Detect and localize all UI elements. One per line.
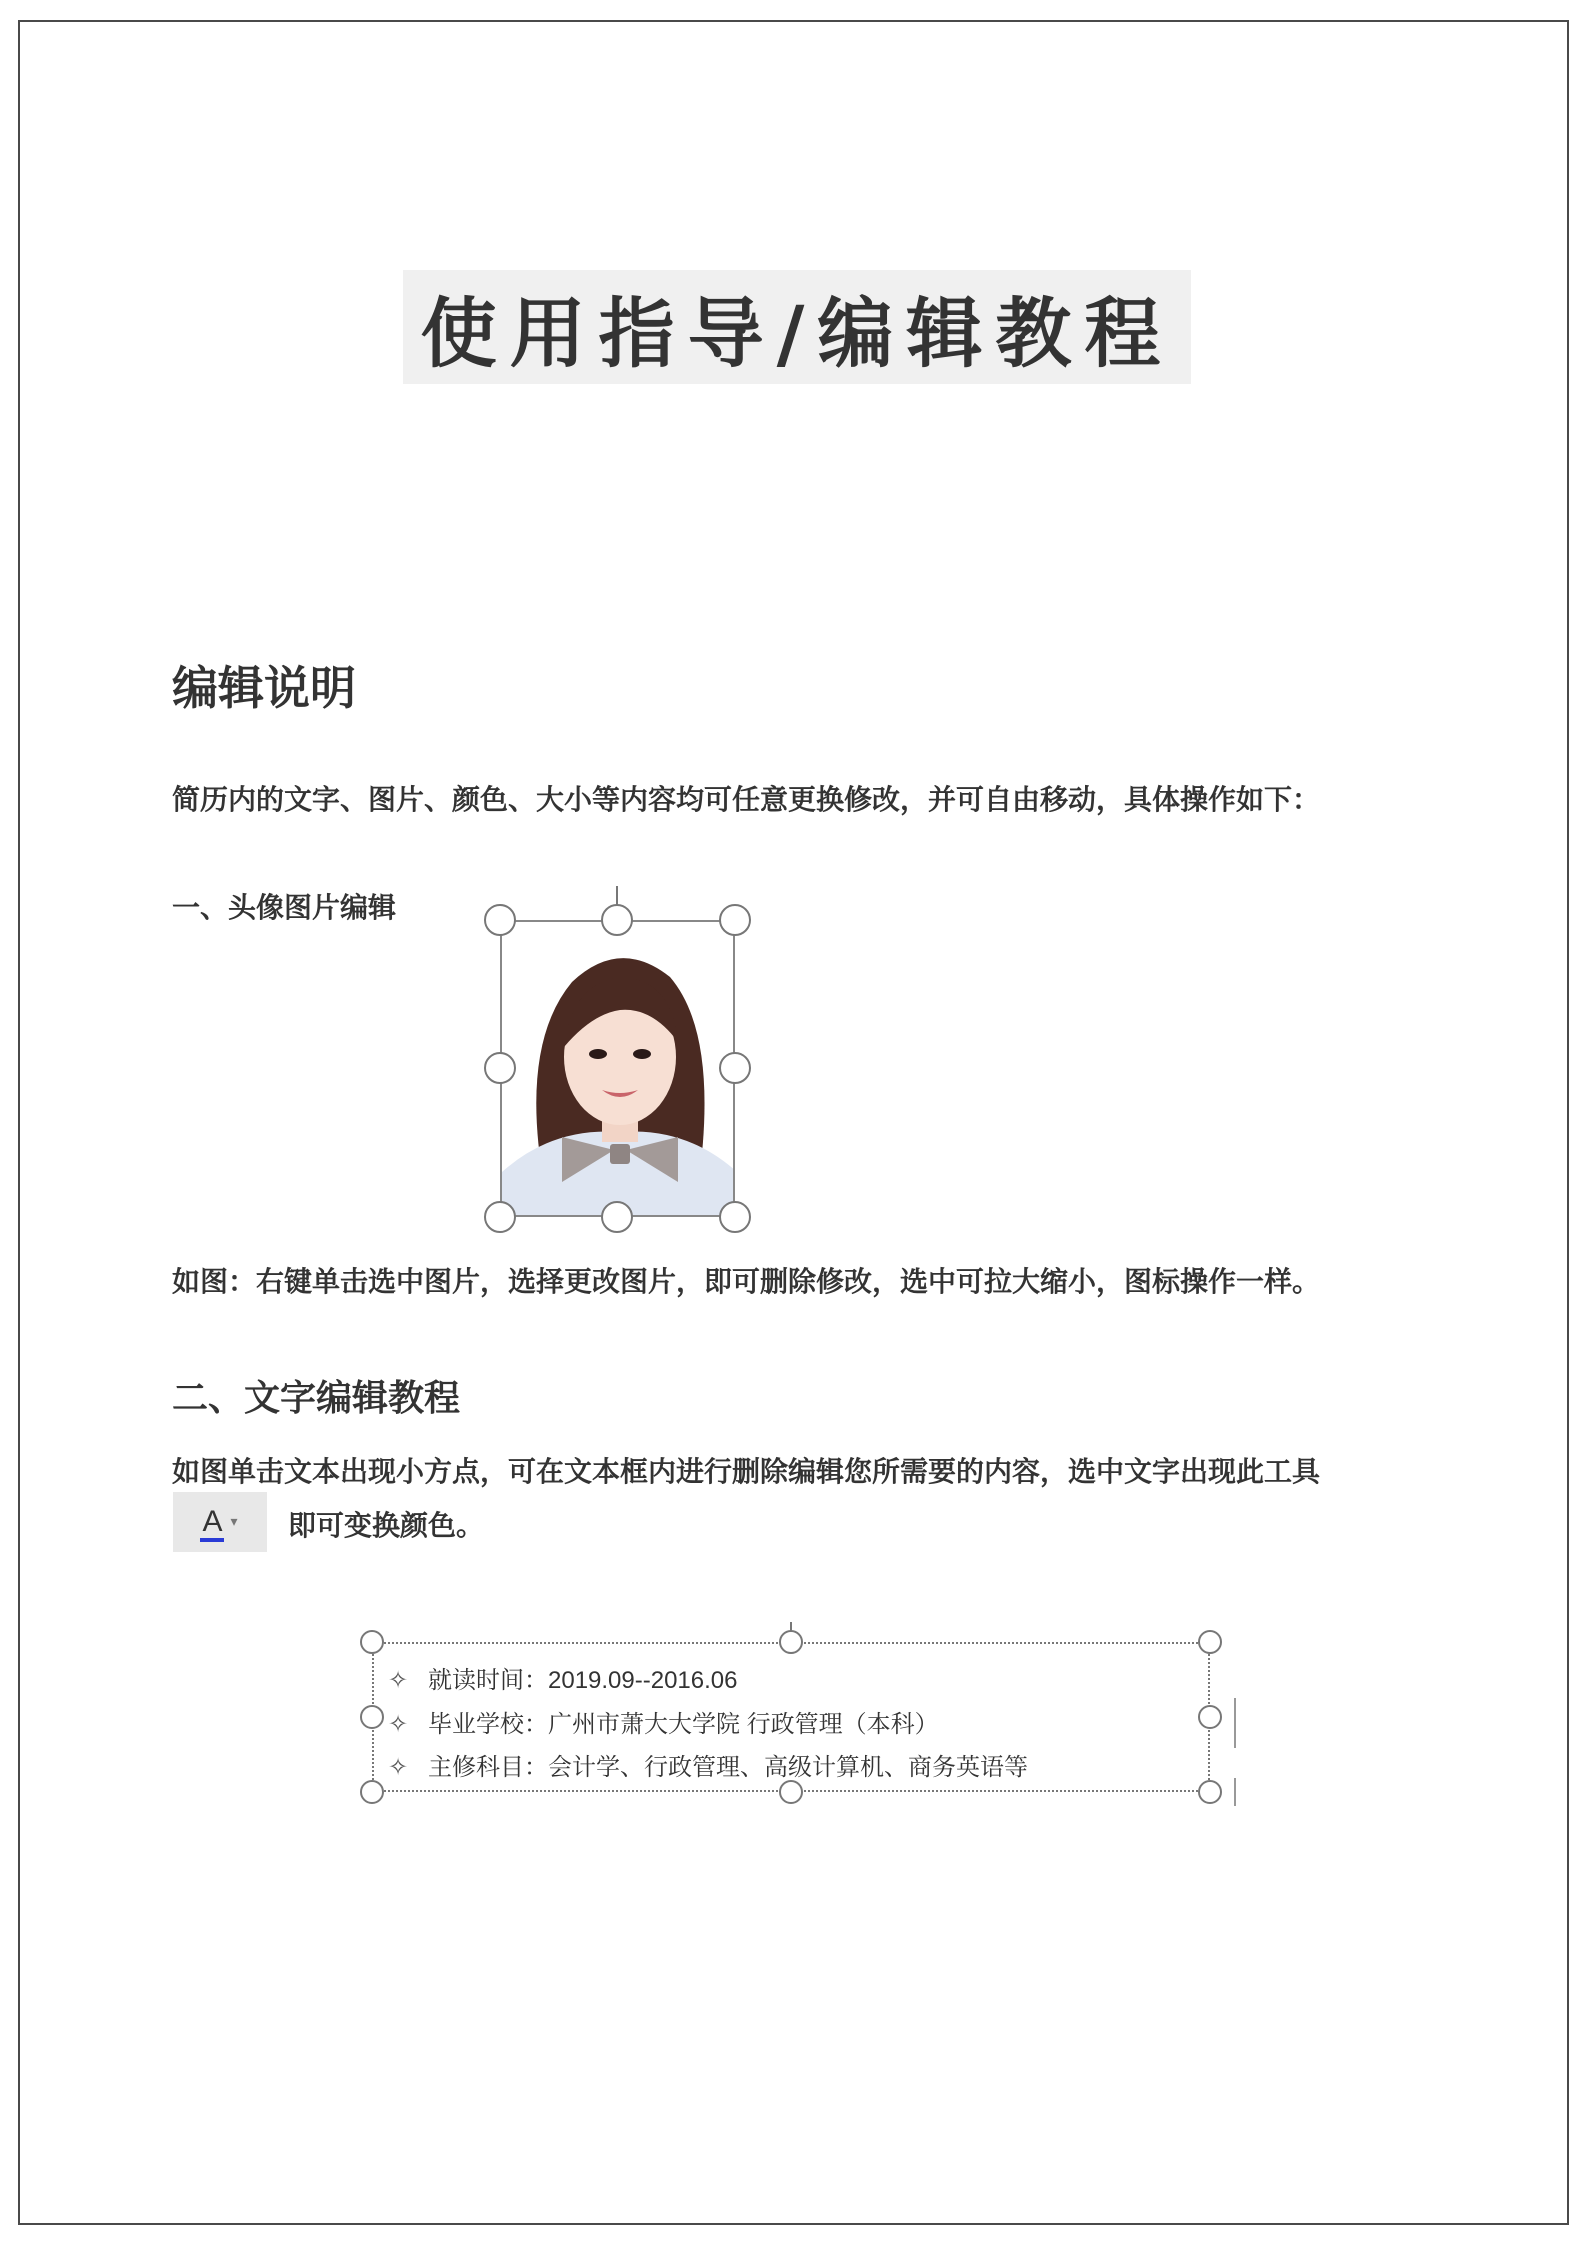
resize-handle-top[interactable] (601, 904, 633, 936)
textbox-handle-top-left[interactable] (360, 1630, 384, 1654)
diamond-bullet-icon: ✧ (388, 1667, 409, 1694)
intro-paragraph: 简历内的文字、图片、颜色、大小等内容均可任意更换修改，并可自由移动，具体操作如下： (172, 783, 1321, 816)
resize-handle-bottom-right[interactable] (719, 1201, 751, 1233)
resize-handle-bottom[interactable] (601, 1201, 633, 1233)
textbox-edge-mark (1234, 1698, 1236, 1748)
resize-handle-left[interactable] (484, 1052, 516, 1084)
textbox-item[interactable] (388, 1704, 939, 1739)
resize-handle-top-right[interactable] (719, 904, 751, 936)
avatar-section-heading: 一、头像图片编辑 (172, 891, 397, 924)
textbox-edge-mark (1234, 1778, 1236, 1806)
textbox-item-text: 毕业学校：广州市萧大大学院 行政管理（本科） (428, 1711, 939, 1738)
font-color-a-icon: A (202, 1505, 223, 1538)
diamond-bullet-icon: ✧ (388, 1711, 409, 1738)
text-instructions-line1: 如图单击文本出现小方点，可在文本框内进行删除编辑您所需要的内容，选中文字出现此工具 (172, 1455, 1321, 1488)
textbox-item[interactable] (388, 1660, 738, 1695)
text-instructions-line2: 即可变换颜色。 (288, 1509, 485, 1542)
resize-handle-bottom-left[interactable] (484, 1201, 516, 1233)
textbox-handle-bottom-right[interactable] (1198, 1780, 1222, 1804)
title-banner (403, 270, 1191, 384)
textbox-handle-right[interactable] (1198, 1705, 1222, 1729)
chevron-down-icon: ▾ (230, 1514, 238, 1530)
textbox-handle-top[interactable] (779, 1630, 803, 1654)
font-color-tool[interactable] (173, 1492, 267, 1552)
textbox-handle-top-right[interactable] (1198, 1630, 1222, 1654)
textbox-item[interactable] (388, 1747, 1028, 1782)
textbox-handle-left[interactable] (360, 1705, 384, 1729)
avatar-illustration (502, 922, 735, 1217)
textbox-item-text: 就读时间：2019.09--2016.06 (428, 1667, 738, 1694)
page-title: 使用指导/编辑教程 (420, 288, 1174, 378)
textbox-handle-bottom-left[interactable] (360, 1780, 384, 1804)
avatar-caption: 如图：右键单击选中图片，选择更改图片，即可删除修改，选中可拉大缩小，图标操作一样。 (172, 1265, 1321, 1298)
textbox-item-text: 主修科目：会计学、行政管理、高级计算机、商务英语等 (428, 1754, 1028, 1781)
textbox-handle-bottom[interactable] (779, 1780, 803, 1804)
text-section-heading: 二、文字编辑教程 (172, 1378, 461, 1419)
avatar-photo[interactable] (500, 920, 735, 1217)
diamond-bullet-icon: ✧ (388, 1754, 409, 1781)
resize-handle-top-left[interactable] (484, 904, 516, 936)
resize-handle-right[interactable] (719, 1052, 751, 1084)
avatar-photo-selected[interactable] (500, 920, 735, 1220)
section-heading: 编辑说明 (172, 661, 356, 715)
